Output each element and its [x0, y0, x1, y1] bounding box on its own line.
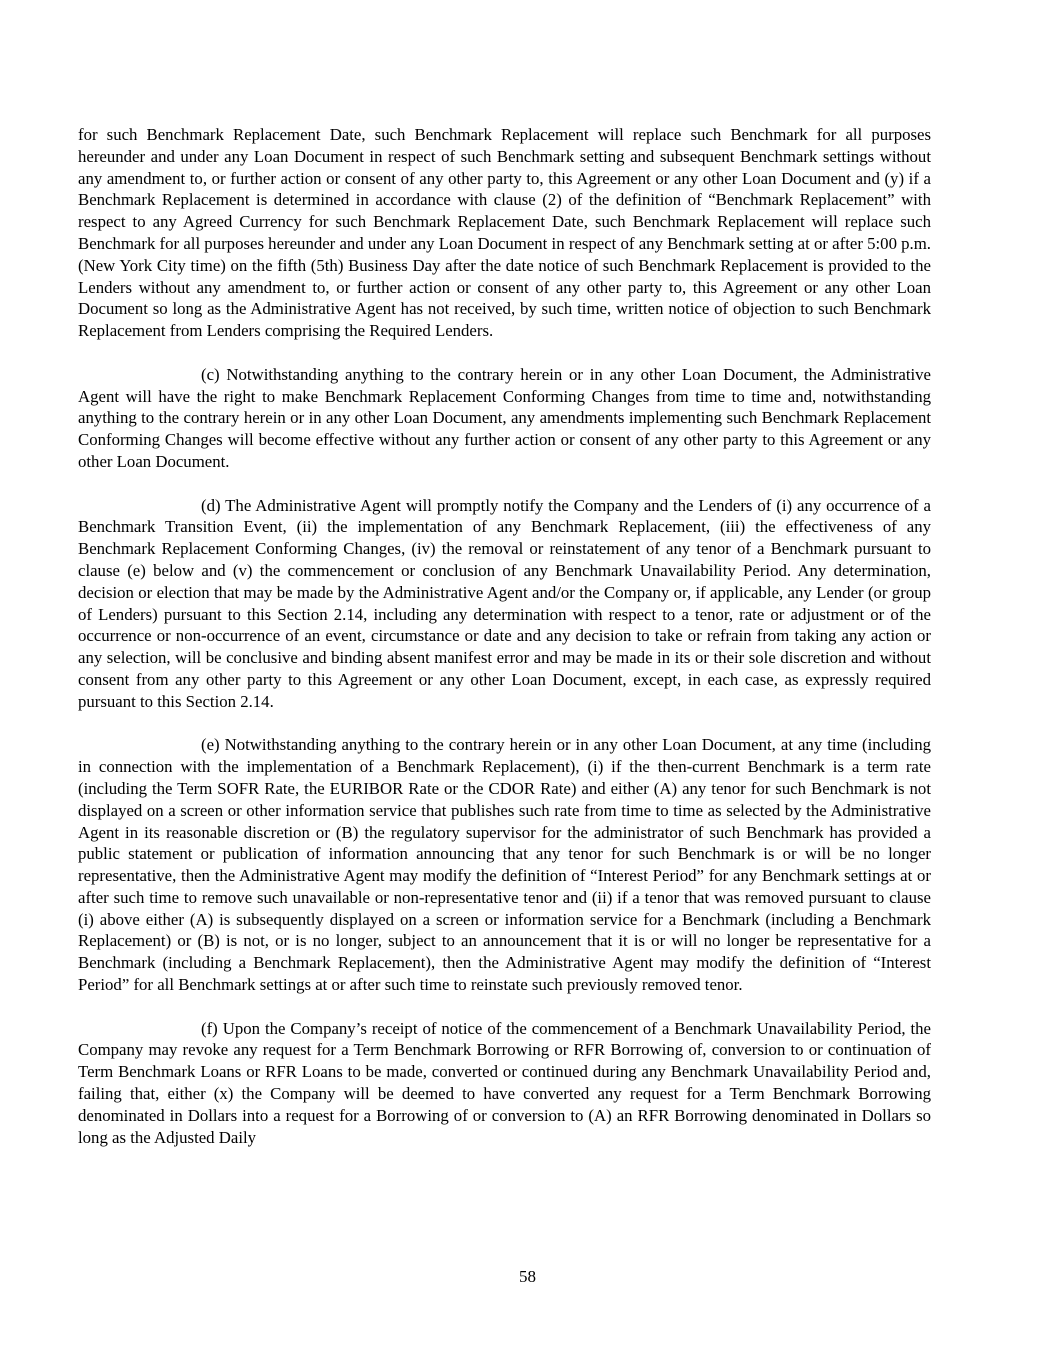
paragraph-continuation: for such Benchmark Replacement Date, such Benchmark Replacement will replace such Benchmark for all purposes hereunder and under any Loan Document in respect of such Benchmark setting and subsequent Benchmark settings without any amendment to, or further action or consent of any other party to, this Agreement or any other Loan Document and (y) if a Benchmark Replacement is determined in accordance with clause (2) of the definition of “Benchmark Replacement” with respect to any Agreed Currency for such Benchmark Replacement Date, such Benchmark Replacement will replace such Benchmark for all purposes hereunder and under any Loan Document in respect of any Benchmark setting at or after 5:00 p.m. (New York City time) on the fifth (5th) Business Day after the date notice of such Benchmark Replacement is provided to the Lenders without any amendment to, or further action or consent of any other party to, this Agreement or any other Loan Document so long as the Administrative Agent has not received, by such time, written notice of objection to such Benchmark Replacement from Lenders comprising the Required Lenders. — [78, 125, 931, 341]
paragraph-c: (c) Notwithstanding anything to the contrary herein or in any other Loan Document, the Administrative Agent will have the right to make Benchmark Replacement Conforming Changes from time to time and, notwithstanding anything to the contrary herein or in any other Loan Document, any amendments implementing such Benchmark Replacement Conforming Changes will become effective without any further action or consent of any other party to this Agreement or any other Loan Document. — [78, 364, 931, 471]
document-page — [78, 124, 931, 1170]
paragraph-e: (e) Notwithstanding anything to the contrary herein or in any other Loan Document, at any time (including in connection with the implementation of a Benchmark Replacement), (i) if the then-current Benchmark is a term rate (including the Term SOFR Rate, the EURIBOR Rate or the CDOR Rate) and either (A) any tenor for such Benchmark is not displayed on a screen or other information service that publishes such rate from time to time as selected by the Administrative Agent in its reasonable discretion or (B) the regulatory supervisor for the administrator of such Benchmark has provided a public statement or publication of information announcing that any tenor for such Benchmark is or will be no longer representative, then the Administrative Agent may modify the definition of “Interest Period” for any Benchmark settings at or after such time to remove such unavailable or non-representative tenor and (ii) if a tenor that was removed pursuant to clause (i) above either (A) is subsequently displayed on a screen or information service for a Benchmark (including a Benchmark Replacement) or (B) is not, or is no longer, subject to an announcement that it is or will no longer be representative for a Benchmark (including a Benchmark Replacement), then the Administrative Agent may modify the definition of “Interest Period” for all Benchmark settings at or after such time to reinstate such previously removed tenor. — [78, 735, 931, 995]
page-number: 58 — [519, 1267, 536, 1286]
paragraph-d: (d) The Administrative Agent will promptly notify the Company and the Lenders of (i) any occurrence of a Benchmark Transition Event, (ii) the implementation of any Benchmark Replacement, (iii) the effectiveness of any Benchmark Replacement Conforming Changes, (iv) the removal or reinstatement of any tenor of a Benchmark pursuant to clause (e) below and (v) the commencement or conclusion of any Benchmark Unavailability Period. Any determination, decision or election that may be made by the Administrative Agent and/or the Company or, if applicable, any Lender (or group of Lenders) pursuant to this Section 2.14, including any determination with respect to a tenor, rate or adjustment or of the occurrence or non-occurrence of an event, circumstance or date and any decision to take or refrain from taking any action or any selection, will be conclusive and binding absent manifest error and may be made in its or their sole discretion and without consent from any other party to this Agreement or any other Loan Document, except, in each case, as expressly required pursuant to this Section 2.14. — [78, 495, 931, 711]
paragraph-f: (f) Upon the Company’s receipt of notice of the commencement of a Benchmark Unavailability Period, the Company may revoke any request for a Term Benchmark Borrowing or RFR Borrowing of, conversion to or continuation of Term Benchmark Loans or RFR Loans to be made, converted or continued during any Benchmark Unavailability Period and, failing that, either (x) the Company will be deemed to have converted any request for a Term Benchmark Borrowing denominated in Dollars into a request for a Borrowing of or conversion to (A) an RFR Borrowing denominated in Dollars so long as the Adjusted Daily — [78, 1018, 931, 1147]
